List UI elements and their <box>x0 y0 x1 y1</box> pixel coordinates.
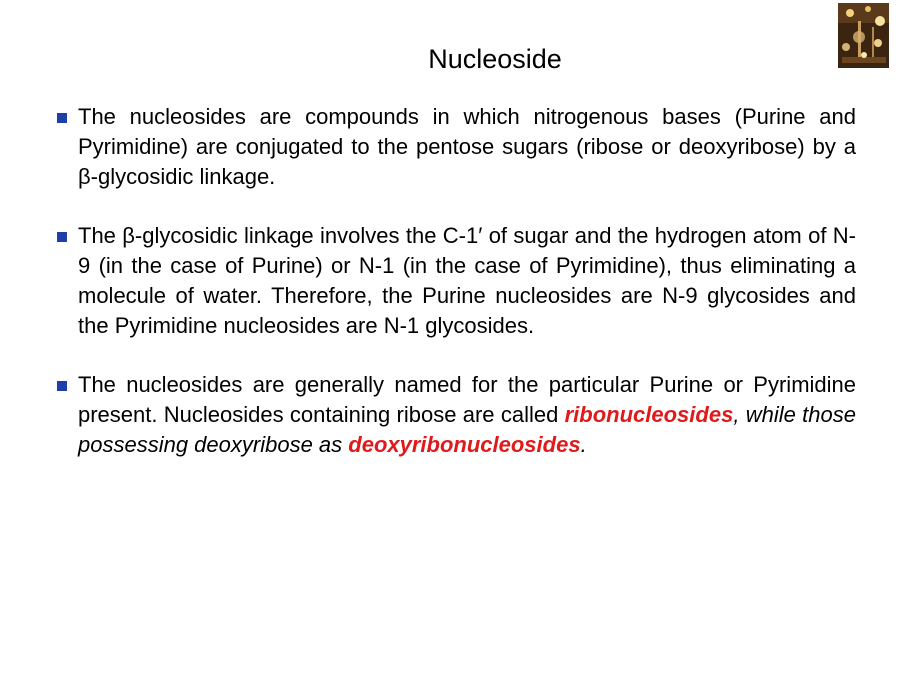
bullet-text-after: . <box>580 432 587 457</box>
page-title: Nucleoside <box>428 44 562 74</box>
square-bullet-icon <box>57 381 67 391</box>
square-bullet-icon <box>57 113 67 123</box>
bullet-text-before: The nucleosides are generally named for the particular Purine or Pyrimidine present. Nucleosides containing ribose are called <box>78 372 856 427</box>
term-ribonucleosides: ribonucleosides <box>564 402 734 427</box>
term-deoxyribonucleosides: deoxyribonucleosides <box>348 432 581 457</box>
bullet-item <box>56 370 856 460</box>
bullet-list <box>56 102 856 489</box>
bullet-text: The nucleosides are compounds in which nitrogenous bases (Purine and Pyrimidine) are conjugated to the pentose sugars (ribose or deoxyribose) by a β-glycosidic linkage. <box>78 104 856 189</box>
bullet-item <box>56 102 856 192</box>
bullet-text-middle: , while those possessing deoxyribose as <box>78 402 856 457</box>
bullet-text: The β-glycosidic linkage involves the C-1′ of sugar and the hydrogen atom of N-9 (in the case of Purine) or N-1 (in the case of Pyrimidine), thus eliminating a molecule of water. Therefore, the Purine nucleosides are N-9 glycosides and the Pyrimidine nucleosides are N-1 glycosides. <box>78 223 856 338</box>
square-bullet-icon <box>57 232 67 242</box>
bullet-item <box>56 221 856 341</box>
